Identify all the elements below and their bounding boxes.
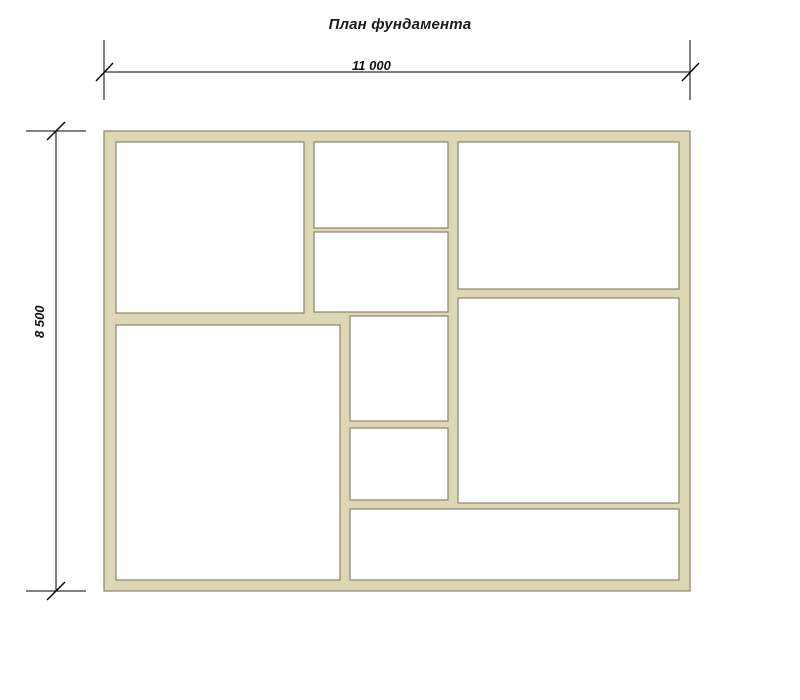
dimension-left [26, 122, 86, 600]
room-voids [116, 142, 679, 580]
room-corridor-upper [314, 232, 448, 312]
room-left-large [116, 325, 340, 580]
room-top-right [458, 142, 679, 289]
room-small-lower [350, 428, 448, 500]
room-right-large [458, 298, 679, 503]
page-title: План фундамента [328, 16, 472, 33]
room-corridor-mid [350, 316, 448, 421]
room-top-left [116, 142, 304, 313]
dimension-top-label: 11 000 [352, 58, 391, 73]
dimension-top [96, 40, 699, 100]
dimension-left-label: 8 500 [32, 305, 47, 338]
room-bottom-strip [350, 509, 679, 580]
room-top-center [314, 142, 448, 228]
